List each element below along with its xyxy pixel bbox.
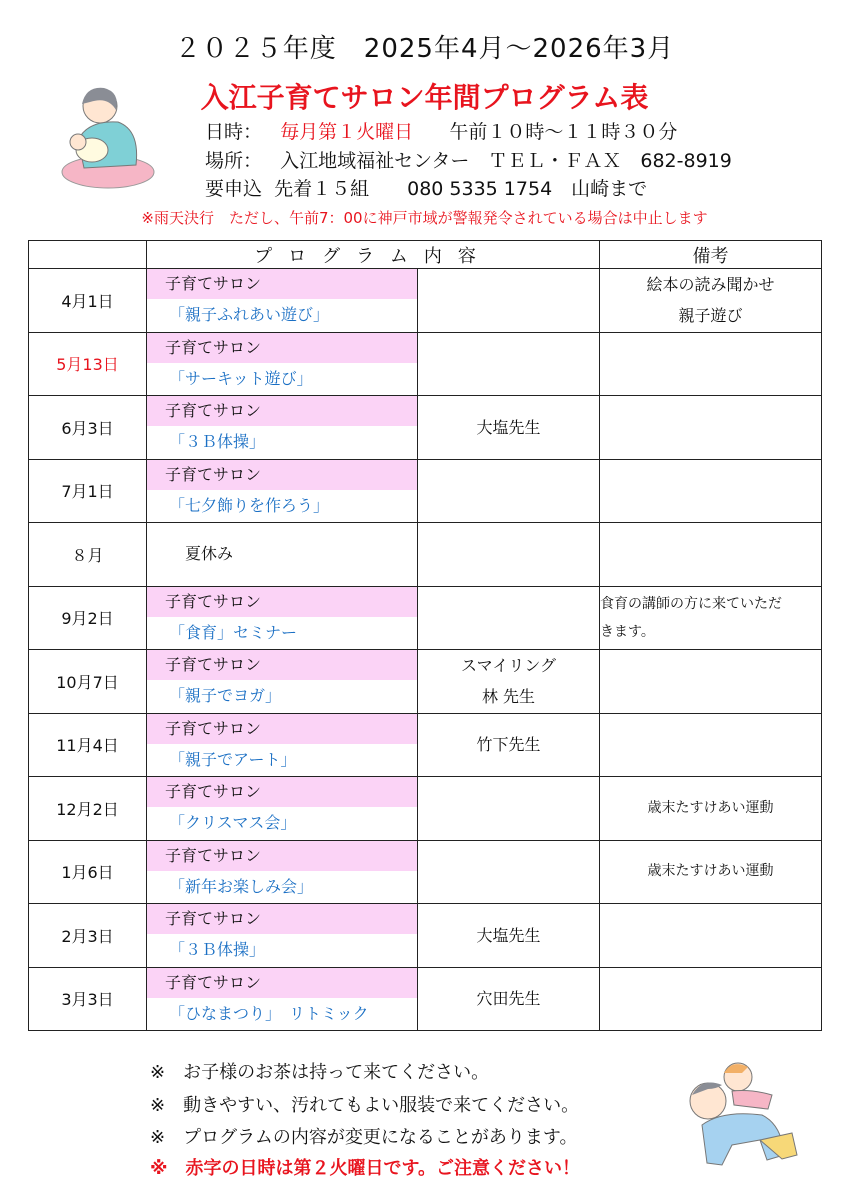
teacher-cell [418,650,600,714]
date-column-header [29,241,147,269]
date-cell: 5月13日 [29,332,147,396]
program-activity: 「クリスマス会」 [169,813,297,832]
program-activity: 「親子ふれあい遊び」 [169,305,330,324]
main-title: 入江子育てサロン年間プログラム表 [200,81,649,114]
program-salon-label: 子育てサロン [147,460,417,490]
teacher-cell [418,269,600,333]
place-line [205,146,732,173]
teacher-cell [418,332,600,396]
datetime-label: 日時： [205,121,263,143]
program-cell [147,269,418,333]
table-row [29,713,822,777]
remark-cell [600,586,822,650]
table-row [29,967,822,1031]
remarks-column-header: 備考 [600,241,822,269]
program-activity: 「親子でヨガ」 [169,686,282,705]
program-table [28,240,822,1031]
program-salon-label: 子育てサロン [147,777,417,807]
program-cell [147,777,418,841]
program-cell [147,396,418,460]
date-cell: 12月2日 [29,777,147,841]
date-cell: 2月3日 [29,904,147,968]
date-cell: 4月1日 [29,269,147,333]
teacher-cell [418,713,600,777]
note-change: ※ プログラムの内容が変更になることがあります。 [150,1127,578,1148]
date-cell: 11月4日 [29,713,147,777]
program-salon-label: 子育てサロン [147,714,417,744]
teacher-name: 竹下先生 [476,735,541,755]
teacher-cell [418,523,600,587]
program-cell [147,650,418,714]
note-tea: ※ お子様のお茶は持って来てください。 [150,1062,490,1083]
year-title: ２０２５年度 2025年4月～2026年3月 [174,34,675,64]
teacher-cell [418,840,600,904]
apply-line [205,174,647,201]
program-salon-label: 子育てサロン [147,968,417,998]
program-salon-label: 子育てサロン [147,650,417,680]
teacher-cell [418,904,600,968]
remark-text: 親子遊び [678,306,743,326]
note-clothing: ※ 動きやすい、汚れてもよい服装で来てください。 [150,1095,580,1116]
remark-cell [600,840,822,904]
program-activity: 「新年お楽しみ会」 [169,876,314,896]
remark-cell [600,713,822,777]
remark-cell [600,269,822,333]
program-activity: 「３Ｂ体操」 [169,432,266,451]
program-cell [147,967,418,1031]
table-row [29,332,822,396]
teacher-cell [418,586,600,650]
program-salon-label: 子育てサロン [147,841,417,871]
table-row [29,904,822,968]
program-activity: 「サーキット遊び」 [169,368,313,388]
program-salon-label: 子育てサロン [147,587,417,617]
remark-text: 食育の講師の方に来ていただ [600,595,783,612]
date-cell: 6月3日 [29,396,147,460]
apply-label: 要申込 [205,178,263,200]
remark-cell [600,904,822,968]
program-cell [147,459,418,523]
place-label: 場所： [205,150,263,172]
remark-cell [600,967,822,1031]
table-header-row [29,241,822,269]
place-value: 入江地域福祉センター ＴＥＬ・ＦＡＸ 682-8919 [280,150,732,172]
program-cell [147,586,418,650]
date-cell: ８月 [29,523,147,587]
datetime-line [205,117,677,144]
program-activity: 「食育」セミナー [169,622,298,642]
remark-cell [600,650,822,714]
apply-value: 先着１５組 080 5335 1754 山崎まで [274,178,648,200]
teacher-name: スマイリング [460,656,557,676]
remark-cell [600,396,822,460]
remark-cell [600,523,822,587]
table-row [29,777,822,841]
date-cell: 10月7日 [29,650,147,714]
teacher-cell [418,459,600,523]
teacher-name: 大塩先生 [476,417,541,437]
datetime-time: 午前１０時～１１時３０分 [449,121,678,143]
table-row [29,396,822,460]
weather-notice: ※雨天決行 ただし、午前7：00に神戸市域が警報発令されている場合は中止します [141,209,708,227]
remark-text: 歳末たすけあい運動 [647,799,774,816]
program-column-header: プログラム内容 [147,241,600,269]
table-row [29,586,822,650]
datetime-schedule: 毎月第１火曜日 [280,121,414,143]
table-row [29,459,822,523]
program-cell [147,713,418,777]
teacher-cell [418,967,600,1031]
program-activity: 「３Ｂ体操」 [169,940,266,959]
remark-text: きます。 [600,623,655,640]
mother-baby-illustration [48,80,156,190]
program-cell [147,332,418,396]
children-playing-illustration [672,1055,822,1175]
program-salon-label: 子育てサロン [147,333,417,363]
note-red-dates: ※ 赤字の日時は第２火曜日です。ご注意ください！ [150,1158,581,1179]
teacher-cell [418,396,600,460]
table-row [29,650,822,714]
table-row [29,523,822,587]
date-cell: 9月2日 [29,586,147,650]
program-activity: 「ひなまつり」 リトミック [169,1003,369,1023]
program-plain-text: 夏休み [185,544,234,563]
remark-cell [600,459,822,523]
program-cell [147,840,418,904]
program-activity: 「七夕飾りを作ろう」 [169,495,330,515]
program-cell [147,523,418,587]
program-salon-label: 子育てサロン [147,269,417,299]
remark-cell [600,332,822,396]
program-salon-label: 子育てサロン [147,396,417,426]
remark-text: 歳末たすけあい運動 [647,863,774,880]
program-body [29,269,822,1031]
program-salon-label: 子育てサロン [147,904,417,934]
table-row [29,269,822,333]
teacher-name: 林 先生 [481,687,536,707]
teacher-cell [418,777,600,841]
table-row [29,840,822,904]
date-cell: 7月1日 [29,459,147,523]
teacher-name: 穴田先生 [476,989,541,1009]
date-cell: 1月6日 [29,840,147,904]
program-activity: 「親子でアート」 [169,749,297,769]
remark-text: 絵本の読み聞かせ [646,275,775,295]
program-cell [147,904,418,968]
date-cell: 3月3日 [29,967,147,1031]
teacher-name: 大塩先生 [476,925,541,945]
remark-cell [600,777,822,841]
